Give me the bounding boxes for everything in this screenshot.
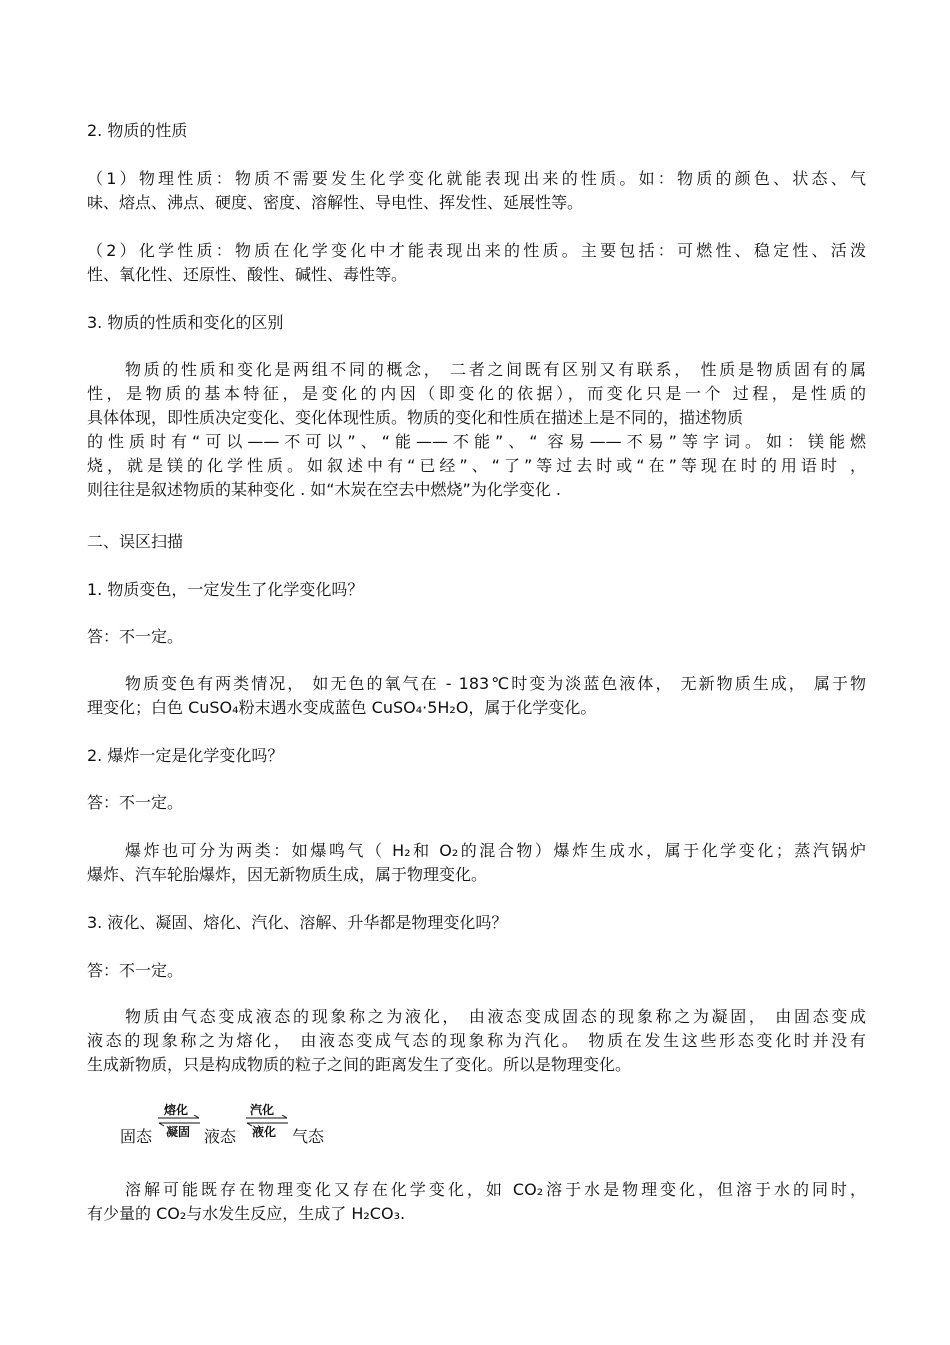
paragraph-line: 则往往是叙述物质的某种变化 . 如“木炭在空去中燃烧”为化学变化 . bbox=[87, 480, 562, 499]
state-change-diagram bbox=[120, 1101, 360, 1147]
state-liquid: 液态 bbox=[204, 1127, 237, 1146]
heading-properties: 2. 物质的性质 bbox=[87, 121, 188, 140]
paragraph-line: 溶解可能既存在物理变化又存在化学变化，如 CO₂溶于水是物理变化，但溶于水的同时， bbox=[125, 1180, 866, 1199]
paragraph-line: 具体体现，即性质决定变化、变化体现性质。物质的变化和性质在描述上是不同的，描述物质 bbox=[87, 408, 744, 427]
heading-difference: 3. 物质的性质和变化的区别 bbox=[87, 313, 284, 332]
paragraph-line: （1）物理性质：物质不需要发生化学变化就能表现出来的性质。如：物质的颜色、状态、气 bbox=[87, 169, 866, 188]
label-liquefy: 液化 bbox=[252, 1125, 277, 1139]
answer-line: 答：不一定。 bbox=[87, 961, 184, 980]
paragraph-line: 性、氧化性、还原性、酸性、碱性、毒性等。 bbox=[87, 265, 408, 284]
paragraph-line: 理变化；白色 CuSO₄粉末遇水变成蓝色 CuSO₄·5H₂O，属于化学变化。 bbox=[87, 698, 597, 717]
paragraph-line: 性，是物质的基本特征，是变化的内因（即变化的依据），而变化只是一个 过程，是性质的 bbox=[87, 384, 866, 403]
paragraph-line: 烧，就是镁的化学性质。如叙述中有“已经”、“了”等过去时或“在”等现在时的用语时 ， bbox=[87, 456, 866, 475]
label-freeze: 凝固 bbox=[166, 1125, 191, 1139]
paragraph-line: 生成新物质，只是构成物质的粒子之间的距离发生了变化。所以是物理变化。 bbox=[87, 1055, 632, 1074]
state-gas: 气态 bbox=[292, 1127, 325, 1146]
question-heading: 1. 物质变色，一定发生了化学变化吗？ bbox=[87, 580, 364, 599]
question-heading: 2. 爆炸一定是化学变化吗？ bbox=[87, 746, 284, 765]
paragraph-line: 物质由气态变成液态的现象称之为液化， 由液态变成固态的现象称之为凝固， 由固态变成 bbox=[125, 1007, 866, 1026]
answer-line: 答：不一定。 bbox=[87, 627, 184, 646]
paragraph-line: 的性质时有“可以——不可以”、“能——不能”、“ 容易——不易”等字词。如：镁能燃 bbox=[87, 432, 866, 451]
paragraph-line: 有少量的 CO₂与水发生反应，生成了 H₂CO₃. bbox=[87, 1204, 406, 1223]
paragraph-line: 液态的现象称之为熔化， 由液态变成气态的现象称为汽化。 物质在发生这些形态变化时并没有 bbox=[87, 1031, 866, 1050]
state-solid: 固态 bbox=[120, 1127, 153, 1146]
paragraph-line: 物质变色有两类情况， 如无色的氧气在 - 183℃时变为淡蓝色液体， 无新物质生成， 属于物 bbox=[125, 674, 866, 693]
paragraph-line: 物质的性质和变化是两组不同的概念， 二者之间既有区别又有联系， 性质是物质固有的属 bbox=[125, 360, 866, 379]
paragraph-line: （2）化学性质：物质在化学变化中才能表现出来的性质。主要包括：可燃性、稳定性、活泼 bbox=[87, 241, 866, 260]
paragraph-line: 爆炸也可分为两类：如爆鸣气（ H₂和 O₂的混合物）爆炸生成水，属于化学变化；蒸汽锅炉 bbox=[125, 841, 866, 860]
label-melt: 熔化 bbox=[164, 1103, 189, 1117]
heading-misconceptions: 二、误区扫描 bbox=[87, 532, 184, 551]
label-vaporize: 汽化 bbox=[250, 1103, 275, 1117]
question-heading: 3. 液化、凝固、熔化、汽化、溶解、升华都是物理变化吗？ bbox=[87, 913, 508, 932]
paragraph-line: 爆炸、汽车轮胎爆炸，因无新物质生成，属于物理变化。 bbox=[87, 865, 488, 884]
paragraph-line: 味、熔点、沸点、硬度、密度、溶解性、导电性、挥发性、延展性等。 bbox=[87, 193, 584, 212]
answer-line: 答：不一定。 bbox=[87, 793, 184, 812]
